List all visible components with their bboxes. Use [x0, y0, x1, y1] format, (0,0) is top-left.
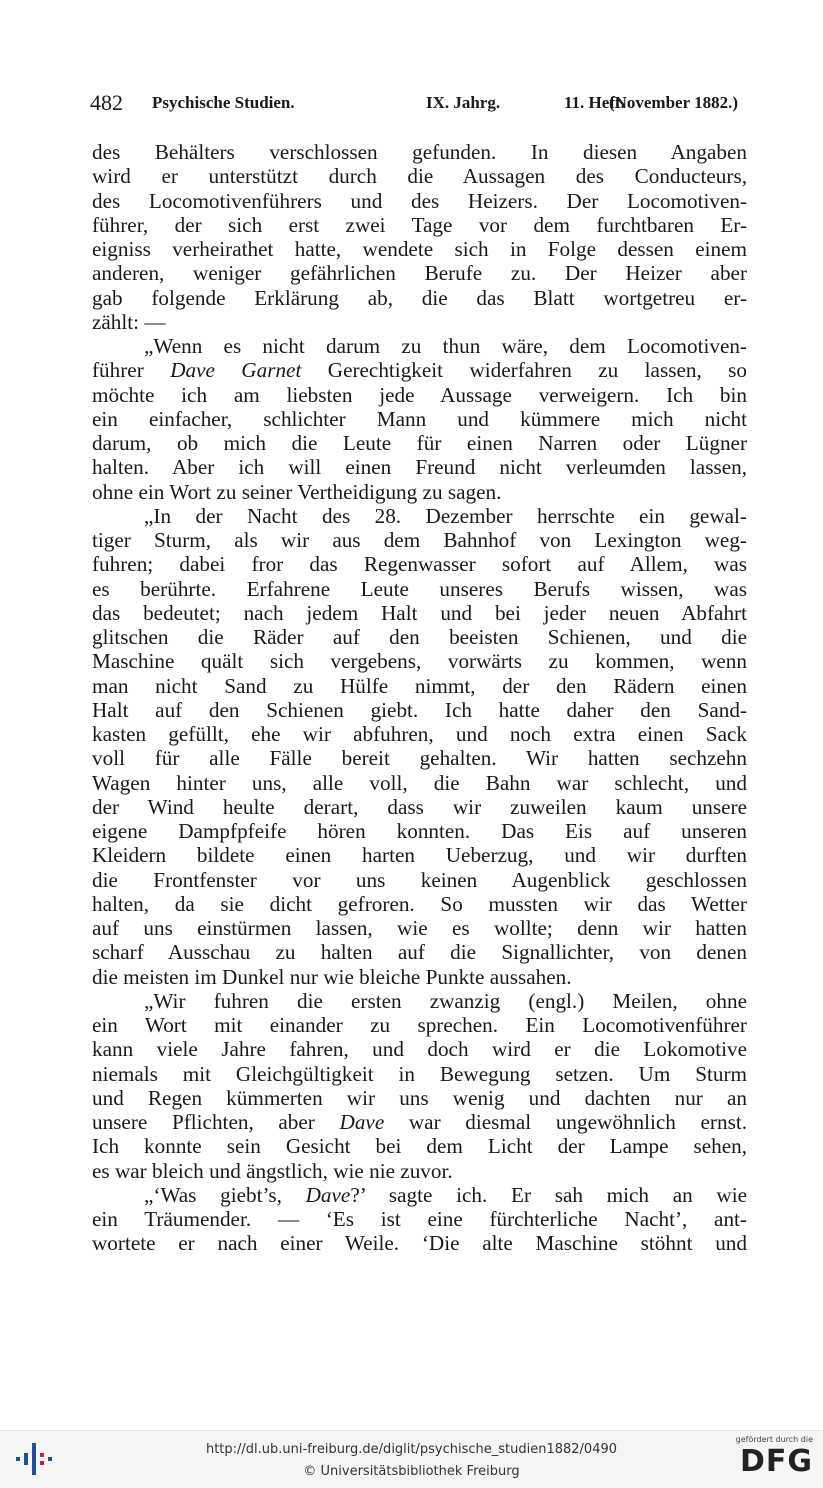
text-line: führer, der sich erst zwei Tage vor dem furchtbaren Er-: [92, 212, 747, 237]
text-line: man nicht Sand zu Hülfe nimmt, der den Rädern einen: [92, 673, 747, 698]
text-line: des Locomotivenführers und des Heizers. Der Locomotiven-: [92, 188, 747, 213]
issue-date: (November 1882.): [608, 93, 738, 112]
text-line: Halt auf den Schienen giebt. Ich hatte daher den Sand-: [92, 697, 747, 722]
text-segment: Gerechtigkeit widerfahren zu lassen, so: [301, 358, 748, 383]
text-line: es berührte. Erfahrene Leute unseres Berufs wissen, was: [92, 576, 747, 601]
text-line: voll für alle Fälle bereit gehalten. Wir hatten sechzehn: [92, 746, 747, 771]
text-line: ein einfacher, schlichter Mann und kümmere mich nicht: [92, 406, 747, 431]
italic-name: Dave Garnet: [170, 358, 302, 383]
viewer-footer: [0, 1430, 823, 1488]
text-segment: „Wenn es nicht darum zu thun wäre, dem Locomotiven-: [144, 334, 747, 358]
text-line: halten. Aber ich will einen Freund nicht verleumden lassen,: [92, 455, 747, 480]
italic-name: Dave: [305, 1182, 351, 1207]
text-line: tiger Sturm, als wir aus dem Bahnhof von Lexington weg-: [92, 528, 747, 552]
text-line: niemals mit Gleichgültigkeit in Bewegung setzen. Um Sturm: [92, 1061, 747, 1086]
text-line: [92, 1183, 747, 1207]
document-url[interactable]: http://dl.ub.uni-freiburg.de/diglit/psychische_studien1882/0490: [205, 1442, 618, 1457]
text-line: fuhren; dabei fror das Regenwasser sofort auf Allem, was: [92, 552, 747, 577]
text-line: auf uns einstürmen lassen, wie es wollte; denn wir hatten: [92, 916, 747, 940]
text-segment: führer: [92, 358, 171, 383]
text-line: möchte ich am liebsten jede Aussage verweigern. Ich bin: [92, 382, 747, 407]
text-line: wortete er nach einer Weile. ‘Die alte Maschine stöhnt und: [92, 1231, 747, 1256]
body-text: [92, 140, 747, 1256]
dfg-logo: [727, 1435, 813, 1483]
text-line: [92, 1110, 747, 1134]
issue-label: 11. Heft.: [564, 93, 625, 112]
text-segment: war diesmal ungewöhnlich ernst.: [384, 1110, 748, 1134]
text-segment: unsere Pflichten, aber: [92, 1110, 340, 1134]
text-line: anderen, weniger gefährlichen Berufe zu. Der Heizer aber: [92, 261, 747, 286]
dfg-caption: gefördert durch die: [735, 1435, 813, 1444]
italic-name: Dave: [339, 1110, 385, 1134]
text-line: es war bleich und ängstlich, wie nie zuvor.: [92, 1158, 453, 1183]
text-line: [92, 358, 747, 382]
text-line: halten, da sie dicht gefroren. So mussten wir das Wetter: [92, 891, 747, 916]
text-line: [92, 334, 747, 358]
text-line: darum, ob mich die Leute für einen Narren oder Lügner: [92, 431, 747, 455]
text-line: die Frontfenster vor uns keinen Augenblick geschlossen: [92, 867, 747, 892]
text-line: Wagen hinter uns, alle voll, die Bahn war schlecht, und: [92, 770, 747, 795]
text-line: Maschine quält sich vergebens, vorwärts zu kommen, wenn: [92, 649, 747, 674]
text-line: ohne ein Wort zu seiner Vertheidigung zu sagen.: [92, 479, 502, 504]
text-line: kann viele Jahre fahren, und doch wird er die Lokomotive: [92, 1037, 747, 1062]
text-line: gab folgende Erklärung ab, die das Blatt wortgetreu er-: [92, 285, 747, 310]
text-segment: „‘Was giebt’s,: [144, 1182, 306, 1207]
text-line: der Wind heulte derart, dass wir zuweilen kaum unsere: [92, 794, 747, 819]
text-line: Kleidern bildete einen harten Ueberzug, und wir durften: [92, 843, 747, 868]
text-line: glitschen die Räder auf den beeisten Schienen, und die: [92, 625, 747, 649]
text-line: ein Wort mit einander zu sprechen. Ein Locomotivenführer: [92, 1013, 747, 1037]
text-line: wird er unterstützt durch die Aussagen des Conducteurs,: [92, 164, 747, 189]
text-line: zählt: —: [92, 309, 166, 334]
text-line: und Regen kümmerten wir uns wenig und dachten nur an: [92, 1085, 747, 1110]
running-header: [90, 90, 738, 120]
text-line: das bedeutet; nach jedem Halt und bei jeder neuen Abfahrt: [92, 600, 747, 625]
text-line: ein Träumender. — ‘Es ist eine fürchterliche Nacht’, ant-: [92, 1207, 747, 1231]
text-line: „In der Nacht des 28. Dezember herrschte ein gewal-: [144, 503, 747, 528]
text-line: des Behälters verschlossen gefunden. In diesen Angaben: [92, 140, 747, 164]
text-segment: ?’ sagte ich. Er sah mich an wie: [350, 1182, 748, 1207]
text-line: eigene Dampfpfeife hören konnten. Das Eis auf unseren: [92, 819, 747, 843]
text-line: kasten gefüllt, ehe wir abfuhren, und noch extra einen Sack: [92, 722, 747, 746]
journal-title: Psychische Studien.: [152, 93, 295, 112]
dfg-mark: DFG: [739, 1444, 813, 1479]
copyright-notice: © Universitätsbibliothek Freiburg: [303, 1464, 520, 1479]
text-line: eigniss verheirathet hatte, wendete sich in Folge dessen einem: [92, 237, 747, 261]
page-number: 482: [90, 90, 123, 115]
text-line: die meisten im Dunkel nur wie bleiche Punkte aussahen.: [92, 964, 572, 989]
volume-label: IX. Jahrg.: [426, 93, 501, 112]
text-line: scharf Ausschau zu halten auf die Signallichter, von denen: [92, 940, 747, 965]
text-line: Ich konnte sein Gesicht bei dem Licht der Lampe sehen,: [92, 1134, 747, 1159]
text-line: „Wir fuhren die ersten zwanzig (engl.) Meilen, ohne: [144, 988, 747, 1013]
